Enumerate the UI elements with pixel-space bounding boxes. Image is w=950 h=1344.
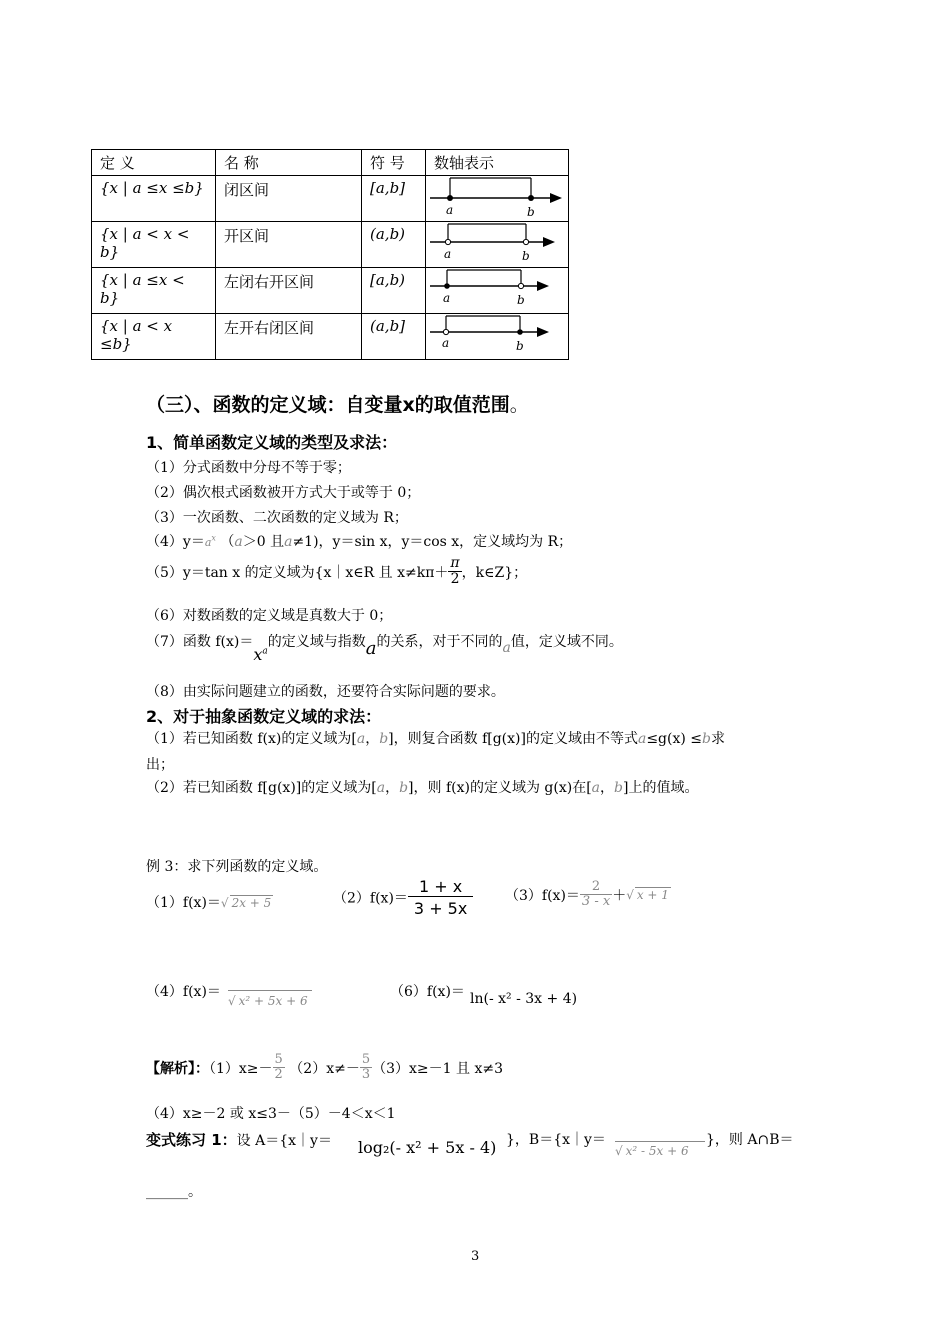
row-number-line bbox=[426, 176, 569, 222]
power-function: $x^a$ bbox=[253, 645, 268, 664]
table-row bbox=[92, 176, 569, 222]
label-a: a bbox=[442, 336, 450, 350]
part1-item-5: （5）y＝tan x 的定义域为{x｜x∈R 且 x≠kπ＋ $\frac{\pi}{2}$ ，k∈Z}； bbox=[146, 555, 528, 588]
number-line-closed bbox=[426, 176, 569, 226]
row-number-line bbox=[426, 314, 569, 360]
row-name: 左闭右开区间 bbox=[216, 268, 362, 314]
exercise-1-log: log₂(- x² + 5x - 4) bbox=[358, 1138, 497, 1157]
part2-item-2: （2）若已知函数 f[g(x)]的定义域为[a，b]，则 f(x)的定义域为 g(x)在[a，b]上的值域。 bbox=[146, 780, 699, 796]
part1-item-3: （3）一次函数、二次函数的定义域为 R； bbox=[146, 510, 408, 526]
part1-item-2: （2）偶次根式函数被开方式大于或等于 0； bbox=[146, 485, 421, 501]
part1-item-6: （6）对数函数的定义域是真数大于 0； bbox=[146, 608, 393, 624]
interval-table bbox=[91, 149, 569, 360]
label-b: b bbox=[516, 339, 524, 353]
example3-f6-denominator: ln(- x² - 3x + 4) bbox=[470, 991, 578, 1007]
answer-blank: ______。 bbox=[146, 1184, 202, 1200]
part1-item-7: （7）函数 $f(x)=x^a$的定义域与指数a的关系，对于不同的a值，定义域不同。 bbox=[146, 634, 623, 664]
part2-heading: 2、对于抽象函数定义域的求法： bbox=[146, 707, 382, 726]
row-definition: {x | a < x < b} bbox=[92, 222, 216, 268]
number-line-open bbox=[426, 222, 569, 272]
part1-heading: 1、简单函数定义域的类型及求法： bbox=[146, 433, 398, 452]
exercise-1-c: }，则 A∩B＝ bbox=[706, 1132, 794, 1148]
row-number-line bbox=[426, 268, 569, 314]
row-symbol: (a,b] bbox=[362, 314, 426, 360]
row-definition: {x | a ≤x < b} bbox=[92, 268, 216, 314]
exercise-1: 变式练习 1：设 A＝{x｜y＝ bbox=[146, 1131, 332, 1149]
analysis-line-1: 【解析】：（1）x≥－ $\frac{5}{2}$ （2）x≠－ $\frac{5}{3}$ （3）x≥－1 且 x≠3 bbox=[146, 1052, 503, 1083]
table-header-row bbox=[92, 150, 569, 176]
row-name: 开区间 bbox=[216, 222, 362, 268]
label-b: b bbox=[517, 293, 525, 307]
row-name: 闭区间 bbox=[216, 176, 362, 222]
row-definition: {x | a < x ≤b} bbox=[92, 314, 216, 360]
row-symbol: [a,b) bbox=[362, 268, 426, 314]
pi-over-2-fraction: $\frac{\pi}{2}$ bbox=[450, 555, 460, 588]
exercise-1-b: }，B＝{x｜y＝ bbox=[506, 1132, 606, 1148]
header-symbol: 符 号 bbox=[362, 150, 426, 176]
section-title: （三）、函数的定义域：自变量x的取值范围。 bbox=[146, 394, 529, 416]
row-name: 左开右闭区间 bbox=[216, 314, 362, 360]
row-definition: {x | a ≤x ≤b} bbox=[92, 176, 216, 222]
example3-f1: （1）f(x)＝√ 2x + 5 bbox=[146, 895, 272, 911]
number-line-left-closed bbox=[426, 268, 569, 318]
header-name: 名 称 bbox=[216, 150, 362, 176]
number-line-right-closed bbox=[426, 314, 569, 364]
example3-f4-denominator: √ x² + 5x + 6 bbox=[228, 994, 310, 1008]
example3-f4: （4）f(x)＝ bbox=[146, 984, 221, 1000]
header-definition: 定 义 bbox=[92, 150, 216, 176]
part2-item-1-cont: 出； bbox=[146, 757, 174, 773]
row-symbol: (a,b) bbox=[362, 222, 426, 268]
exercise-1-sqrt: √ x² - 5x + 6 bbox=[615, 1144, 691, 1158]
label-b: b bbox=[527, 205, 535, 219]
table-row bbox=[92, 222, 569, 268]
table-row bbox=[92, 314, 569, 360]
label-a: a bbox=[443, 291, 451, 305]
part2-item-1: （1）若已知函数 f(x)的定义域为[a，b]，则复合函数 f[g(x)]的定义域由不等式a≤g(x) ≤b求 bbox=[146, 731, 725, 747]
label-a: a bbox=[446, 203, 454, 217]
label-b: b bbox=[522, 249, 530, 263]
part1-item-8: （8）由实际问题建立的函数，还要符合实际问题的要求。 bbox=[146, 684, 505, 700]
header-number-line: 数轴表示 bbox=[426, 150, 569, 176]
example3-f3: （3）f(x)＝ $\frac{2}{3 - x}$ ＋√ x + 1 bbox=[505, 879, 669, 910]
part1-item-1: （1）分式函数中分母不等于零； bbox=[146, 460, 351, 476]
analysis-line-2: （4）x≥－2 或 x≤3－（5）－4＜x＜1 bbox=[146, 1106, 396, 1122]
table-row bbox=[92, 268, 569, 314]
page-number: 3 bbox=[471, 1249, 480, 1264]
part1-item-4: $(4)y=a^x$ （a＞0 且a≠1)，y＝sin x，y＝cos x，定义域均为 R； bbox=[146, 533, 573, 550]
example3-f2: （2）f(x)＝ $\frac{1 + x}{3 + 5x}$ bbox=[333, 878, 473, 917]
row-number-line bbox=[426, 222, 569, 268]
example3-f6: （6）f(x)＝ bbox=[390, 984, 465, 1000]
example3-title: 例 3：求下列函数的定义域。 bbox=[146, 859, 328, 875]
label-a: a bbox=[444, 247, 452, 261]
row-symbol: [a,b] bbox=[362, 176, 426, 222]
